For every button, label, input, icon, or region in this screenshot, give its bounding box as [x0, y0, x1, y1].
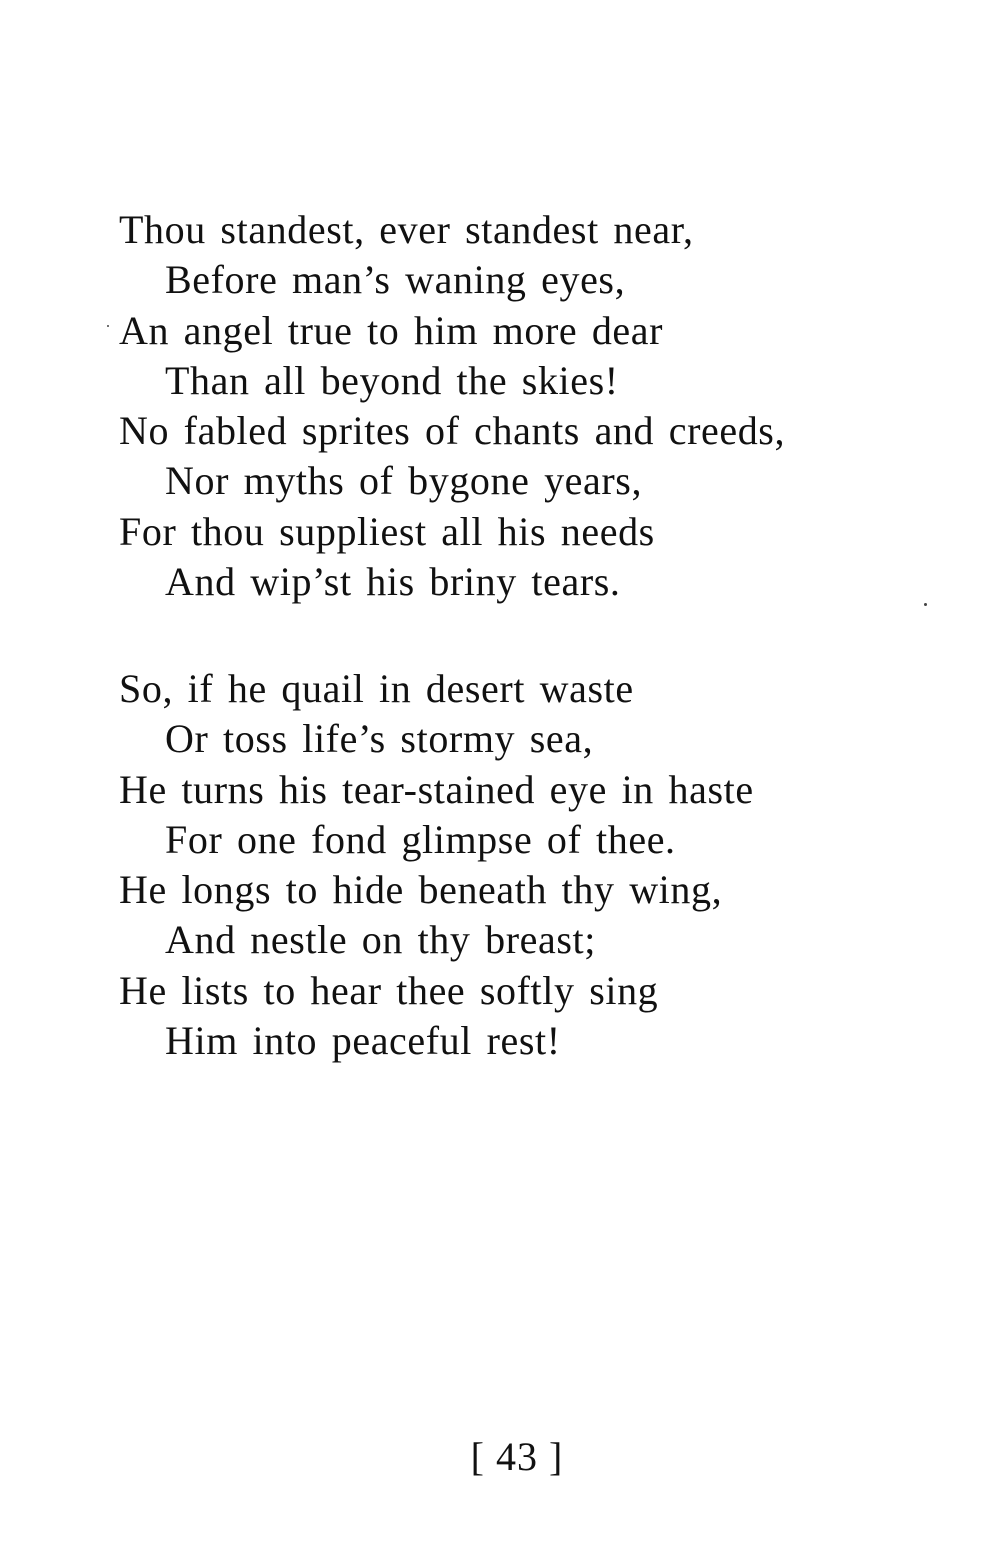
poem-line: Or toss life’s stormy sea, — [165, 716, 594, 762]
poem-stanza-2 — [119, 664, 939, 1066]
print-speck — [107, 325, 109, 327]
poem-line: Than all beyond the skies! — [165, 357, 619, 403]
poem-line: Before man’s waning eyes, — [165, 257, 626, 303]
poem-line: And nestle on thy breast; — [165, 917, 596, 963]
print-speck — [924, 603, 927, 606]
poem-line: Thou standest, ever standest near, — [119, 207, 694, 252]
poem-line: And wip’st his briny tears. — [165, 559, 621, 605]
poem-line: Nor myths of bygone years, — [165, 458, 643, 504]
poem-line: He lists to hear thee softly sing — [119, 967, 659, 1013]
poem-line: He longs to hide beneath thy wing, — [119, 867, 723, 913]
poem-line: An angel true to him more dear — [119, 307, 664, 353]
poem-line: So, if he quail in desert waste — [119, 666, 634, 711]
poem-line: No fabled sprites of chants and creeds, — [119, 408, 786, 454]
poem-line: For thou suppliest all his needs — [119, 508, 655, 554]
poem-stanza-1 — [119, 205, 939, 607]
poem-line: For one fond glimpse of thee. — [165, 816, 676, 862]
page-number: [ 43 ] — [470, 1434, 564, 1479]
poem-line: Him into peaceful rest! — [165, 1018, 561, 1064]
poem-line: He turns his tear-stained eye in haste — [119, 766, 754, 812]
